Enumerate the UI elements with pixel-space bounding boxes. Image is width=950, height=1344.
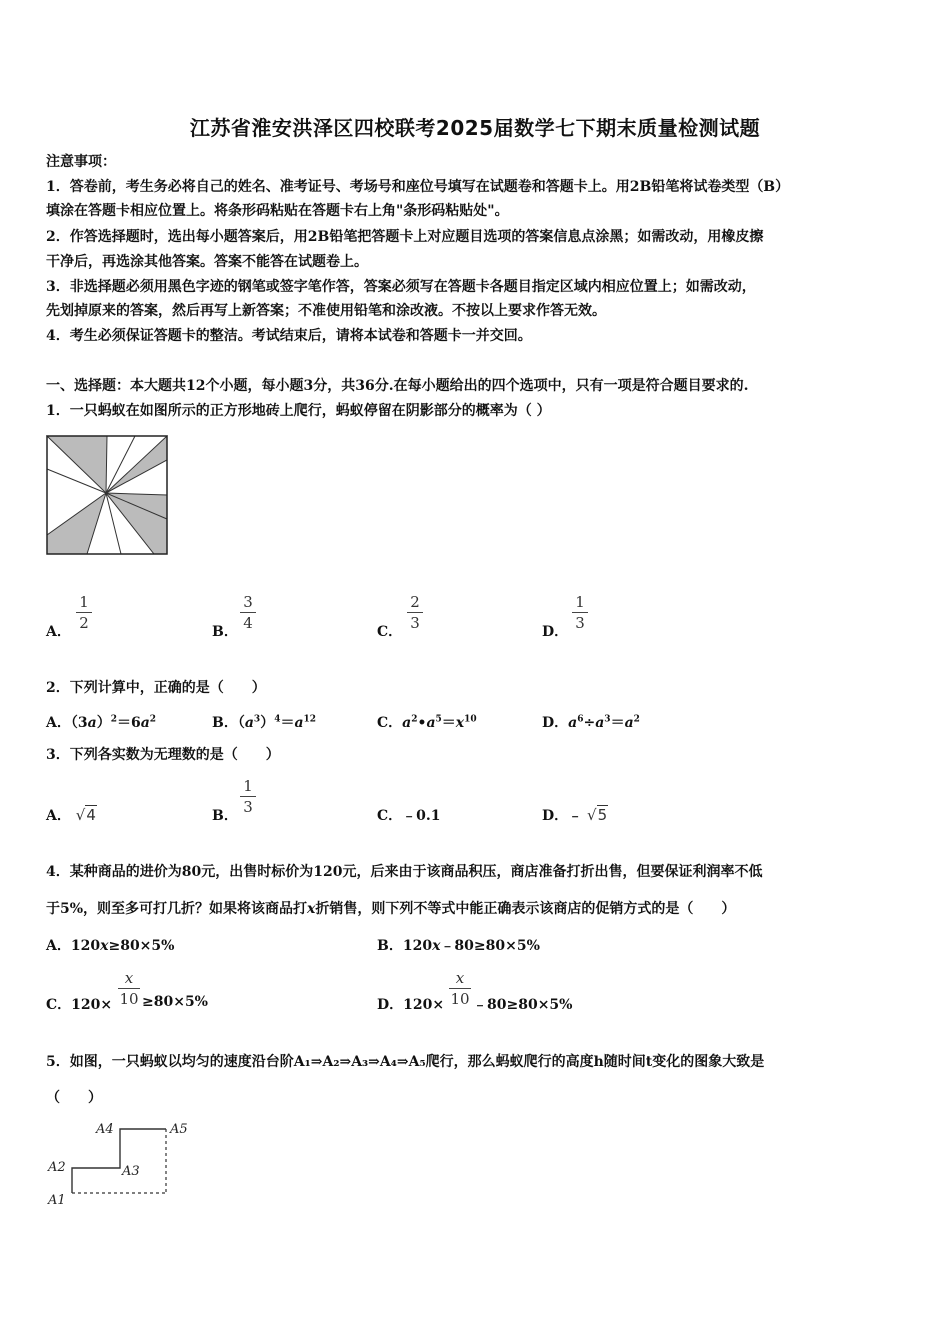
q2-option-b: B．$(a^3)^4=a^{12}$ bbox=[212, 714, 317, 731]
q1-option-a-label: A． bbox=[46, 624, 71, 640]
q3-option-a: A． √4 bbox=[46, 806, 96, 824]
q2-stem: 2．下列计算中，正确的是（ ） bbox=[46, 680, 266, 696]
sqrt-symbol: √5 bbox=[587, 806, 608, 824]
label-a3: A3 bbox=[122, 1164, 140, 1179]
notice-line-2: 填涂在答题卡相应位置上。将条形码粘贴在答题卡右上角"条形码粘贴处"。 bbox=[46, 203, 509, 219]
q4-stem-line-1: 4．某种商品的进价为80元，出售时标价为120元，后来由于该商品积压，商店准备打折出售，但要保证利润率不低 bbox=[46, 864, 763, 880]
q1-stem: 1．一只蚂蚁在如图所示的正方形地砖上爬行，蚂蚁停留在阴影部分的概率为（ ） bbox=[46, 403, 551, 419]
notice-line-5: 3．非选择题必须用黑色字迹的钢笔或签字笔作答，答案必须写在答题卡各题目指定区域内相应位置上；如需改动， bbox=[46, 279, 756, 295]
label-a5: A5 bbox=[170, 1122, 188, 1137]
notice-line-3: 2．作答选择题时，选出每小题答案后，用2B铅笔把答题卡上对应题目选项的答案信息点涂黑；如需改动，用橡皮擦 bbox=[46, 229, 764, 245]
notice-line-7: 4．考生必须保证答题卡的整洁。考试结束后，请将本试卷和答题卡一并交回。 bbox=[46, 328, 532, 344]
q4-option-c-fraction: x 10 bbox=[119, 969, 139, 1008]
page-title: 江苏省淮安洪泽区四校联考2025届数学七下期末质量检测试题 bbox=[189, 116, 761, 140]
q1-option-b-label: B． bbox=[212, 624, 238, 640]
q4-option-d-pre: D．120× bbox=[377, 997, 445, 1013]
q3-option-b-label: B． bbox=[212, 808, 238, 824]
notice-line-6: 先划掉原来的答案，然后再写上新答案；不准使用铅笔和涂改液。不按以上要求作答无效。 bbox=[46, 303, 606, 319]
sqrt-symbol: √4 bbox=[75, 806, 96, 824]
q5-stem-line-2: （ ） bbox=[46, 1090, 102, 1106]
q4-option-a: A．120x≥80×5% bbox=[46, 938, 175, 954]
section-heading: 一、选择题：本大题共12个小题，每小题3分，共36分.在每小题给出的四个选项中，只有一项是符合题目要求的. bbox=[46, 378, 749, 394]
q1-option-a-fraction: 1 2 bbox=[76, 593, 92, 632]
q1-option-d-fraction: 1 3 bbox=[572, 593, 588, 632]
q1-square-tile-figure bbox=[46, 435, 168, 555]
q4-option-d-fraction: x 10 bbox=[450, 969, 470, 1008]
q2-option-d: D．$a^6\div a^3=a^2$ bbox=[542, 714, 640, 731]
q4-stem-line-2: 于5%，则至多可打几折？如果将该商品打x折销售，则下列不等式中能正确表示该商店的促销方式的是（ ） bbox=[46, 901, 736, 917]
shaded-region-top bbox=[47, 436, 107, 493]
shaded-region-right-bottom bbox=[106, 493, 167, 554]
shaded-region-bottom-left bbox=[47, 493, 106, 554]
notice-line-1: 1．答卷前，考生务必将自己的姓名、准考证号、考场号和座位号填写在试题卷和答题卡上。用2B铅笔将试卷类型（B） bbox=[46, 179, 790, 195]
shaded-region-right-top bbox=[106, 436, 167, 493]
q2-option-a: A．$(3a)^2=6a^2$ bbox=[46, 714, 157, 731]
label-a1: A1 bbox=[48, 1193, 66, 1208]
q4-option-d-post: ﹣80≥80×5% bbox=[473, 997, 573, 1013]
label-a4: A4 bbox=[96, 1122, 114, 1137]
q3-option-c: C．﹣0.1 bbox=[377, 808, 441, 824]
q5-staircase-figure bbox=[46, 1118, 196, 1208]
q1-option-d-label: D． bbox=[542, 624, 569, 640]
q3-option-b-fraction: 1 3 bbox=[240, 777, 256, 816]
q5-stem-line-1: 5．如图，一只蚂蚁以均匀的速度沿台阶A₁⇒A₂⇒A₃⇒A₄⇒A₅爬行，那么蚂蚁爬行的高度h随时间t变化的图象大致是 bbox=[46, 1054, 765, 1070]
notice-heading: 注意事项： bbox=[46, 154, 116, 170]
notice-line-4: 干净后，再选涂其他答案。答案不能答在试题卷上。 bbox=[46, 254, 368, 270]
q1-option-b-fraction: 3 4 bbox=[240, 593, 256, 632]
q2-option-c: C．$a^2•a^5=x^{10}$ bbox=[377, 714, 477, 731]
q3-stem: 3．下列各实数为无理数的是（ ） bbox=[46, 747, 280, 763]
q1-option-c-fraction: 2 3 bbox=[407, 593, 423, 632]
q1-option-c-label: C． bbox=[377, 624, 403, 640]
label-a2: A2 bbox=[48, 1160, 66, 1175]
q4-option-c-post: ≥80×5% bbox=[142, 994, 208, 1010]
q3-option-d: D．﹣ √5 bbox=[542, 806, 608, 824]
q4-option-c-pre: C．120× bbox=[46, 997, 113, 1013]
q4-option-b: B．120x﹣80≥80×5% bbox=[377, 938, 540, 954]
